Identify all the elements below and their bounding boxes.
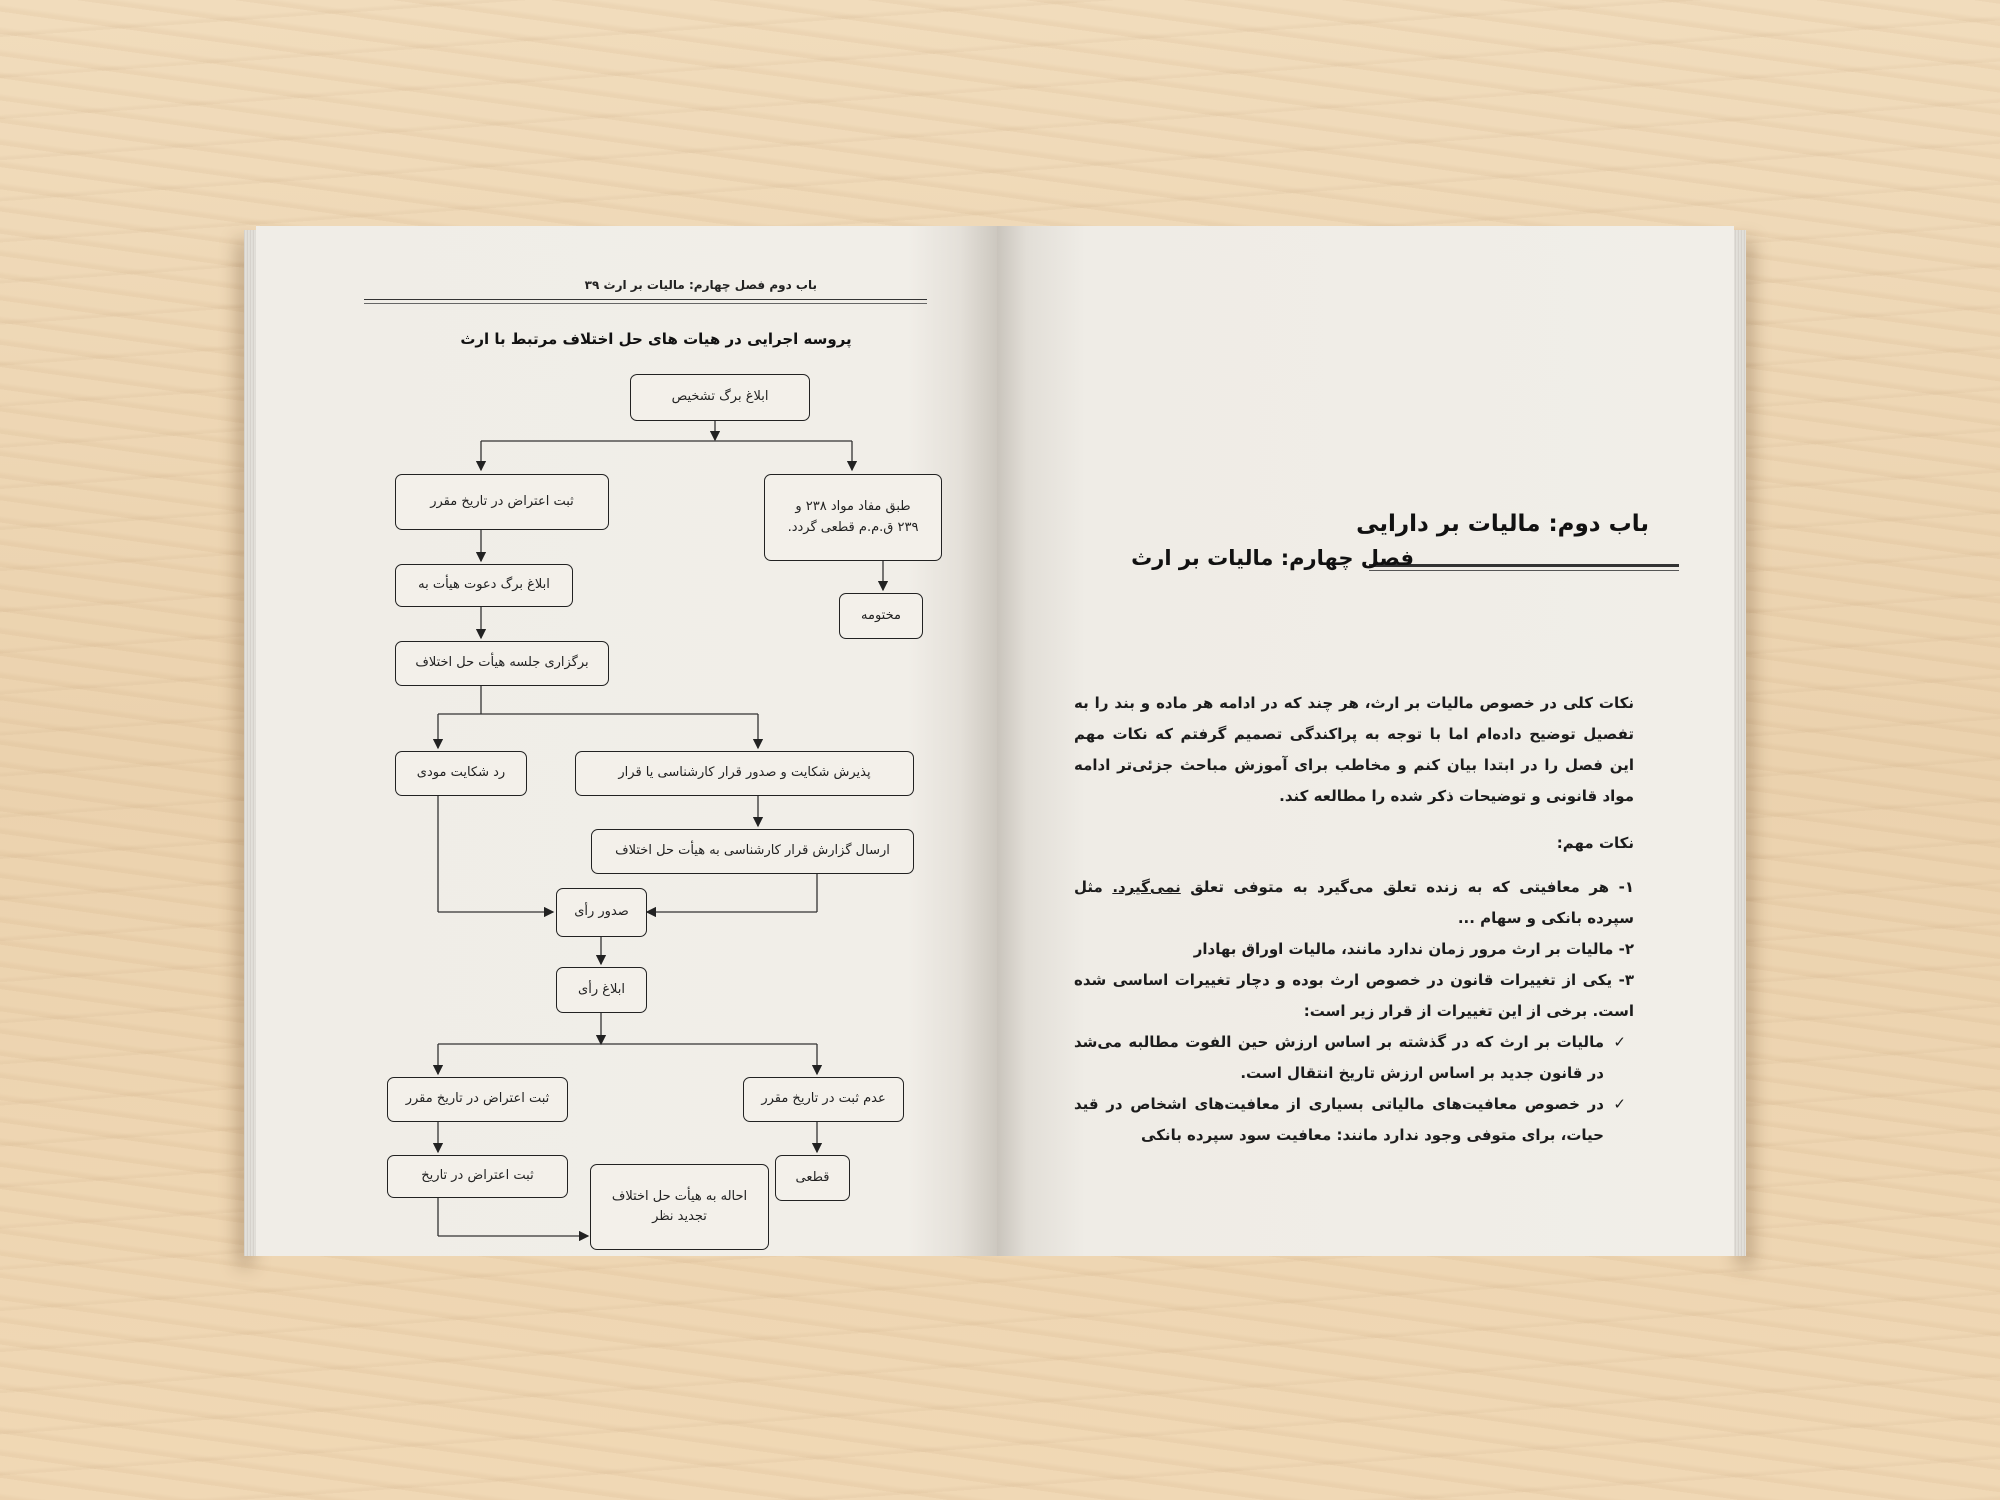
node-assessment-notice: ابلاغ برگ تشخیص — [630, 374, 810, 421]
chapter-title: فصل چهارم: مالیات بر ارث — [1131, 546, 1414, 570]
node-closed: مختومه — [839, 593, 923, 639]
node-invitation-notice: ابلاغ برگ دعوت هیأت به — [395, 564, 573, 607]
node-final: قطعی — [775, 1155, 850, 1201]
node-expert-report: ارسال گزارش قرار کارشناسی به هیأت حل اختلاف — [591, 829, 914, 874]
underlined-word: نمی‌گیرد. — [1112, 878, 1181, 896]
open-book — [244, 226, 1746, 1260]
node-not-filed: عدم ثبت در تاریخ مقرر — [743, 1077, 904, 1122]
check-bullet-2: ✓ در خصوص معافیت‌های مالیاتی بسیاری از معافیت‌های اشخاص در قید حیات، برای متوفی وجود ندارد مانند: معافیت سود سپرده بانکی — [1074, 1089, 1634, 1151]
note-item-1: ۱- هر معافیتی که به زنده تعلق می‌گیرد به متوفی تعلق نمی‌گیرد. مثل سپرده بانکی و سهام ... — [1074, 878, 1634, 927]
node-objection-filed-2: ثبت اعتراض در تاریخ مقرر — [387, 1077, 568, 1122]
notes-heading: نکات مهم: — [1556, 834, 1634, 852]
node-objection-date: ثبت اعتراض در تاریخ — [387, 1155, 568, 1198]
check-icon: ✓ — [1613, 1033, 1626, 1051]
check-bullet-1: ✓ مالیات بر ارث که در گذشته بر اساس ارزش حین الفوت مطالبه می‌شد در قانون جدید بر اساس ارزش تاریخ انتقال است. — [1074, 1027, 1634, 1089]
right-page — [997, 226, 1734, 1256]
note-item-2: ۲- مالیات بر ارث مرور زمان ندارد مانند، مالیات اوراق بهادار — [1193, 940, 1634, 958]
node-complaint-accepted: پذیرش شکایت و صدور قرار کارشناسی یا قرار — [575, 751, 914, 796]
chapter-rule-thin — [1369, 570, 1679, 571]
node-articles-final: طبق مفاد مواد ۲۳۸ و ۲۳۹ ق.م.م قطعی گردد. — [764, 474, 942, 561]
chapter-rule — [1369, 564, 1679, 567]
left-page — [256, 226, 997, 1256]
page-number: ۳۹ — [584, 278, 600, 292]
part-title: باب دوم: مالیات بر دارایی — [1356, 511, 1649, 537]
right-page-edges — [1732, 230, 1746, 1256]
check-icon: ✓ — [1613, 1095, 1626, 1113]
node-verdict-notice: ابلاغ رأی — [556, 967, 647, 1013]
intro-paragraph: نکات کلی در خصوص مالیات بر ارث، هر چند که در ادامه هر ماده و بند را به تفصیل توضیح داده‌ام اما با توجه به پراکندگی تصمیم گرفتم که نکات مهم این فصل را در ابتدا بیان کنم و مخاطب برای آموزش مباحث جزئی‌تر ادامه مواد قانونی و توضیحات ذکر شده را مطالعه کند. — [1074, 694, 1634, 805]
flowchart-title: پروسه اجرایی در هیات های حل اختلاف مرتبط با ارث — [460, 330, 852, 348]
note-item-3: ۳- یکی از تغییرات قانون در خصوص ارث بوده و دچار تغییرات اساسی شده است. برخی از این تغییرات از قرار زیر است: — [1074, 971, 1634, 1020]
node-objection-filed: ثبت اعتراض در تاریخ مقرر — [395, 474, 609, 530]
node-complaint-rejected: رد شکایت مودی — [395, 751, 527, 796]
node-appeal-board: احاله به هیأت حل اختلاف تجدید نظر — [590, 1164, 769, 1250]
running-header-text: باب دوم فصل چهارم: مالیات بر ارث — [603, 278, 817, 292]
node-board-session: برگزاری جلسه هیأت حل اختلاف — [395, 641, 609, 686]
node-verdict-issued: صدور رأی — [556, 888, 647, 937]
notes-list — [1074, 872, 1634, 1151]
